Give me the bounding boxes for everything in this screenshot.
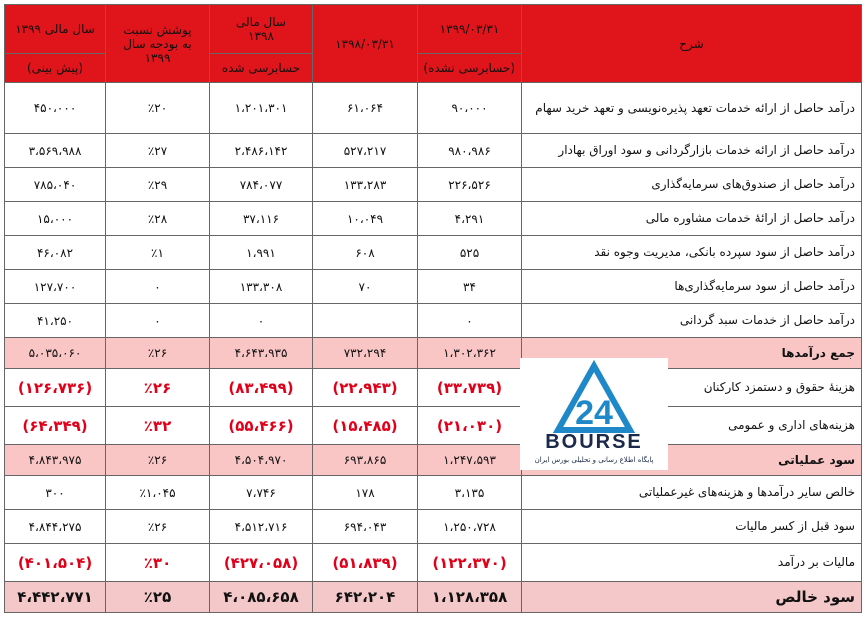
cell-q1399: (۲۱،۰۳۰)	[418, 407, 522, 445]
cell-fy1398: (۴۲۷،۰۵۸)	[210, 544, 313, 582]
cell-q1398: (۲۲،۹۴۳)	[313, 369, 418, 407]
cell-cover: ٪۲۶	[106, 338, 210, 369]
cell-budget: ۴،۸۴۳،۹۷۵	[5, 445, 106, 476]
header-budget-sub: (پیش بینی)	[5, 54, 106, 83]
row-label: سود خالص	[522, 582, 862, 613]
cell-fy1398: ۴،۵۰۴،۹۷۰	[210, 445, 313, 476]
expense-row	[5, 369, 862, 407]
cell-fy1398: ۷،۷۴۶	[210, 476, 313, 510]
cell-q1399: ۴،۲۹۱	[418, 202, 522, 236]
cell-q1399: ۹۰،۰۰۰	[418, 83, 522, 134]
cell-q1399: ۱،۲۵۰،۷۲۸	[418, 510, 522, 544]
cell-q1398: ۱۷۸	[313, 476, 418, 510]
row-label: هزینه‌های اداری و عمومی	[522, 407, 862, 445]
cell-budget: ۴۵۰،۰۰۰	[5, 83, 106, 134]
row-label: درآمد حاصل از ارائه خدمات بازارگردانی و سود اوراق بهادار	[522, 134, 862, 168]
logo-number: 24	[575, 394, 613, 432]
cell-q1398: (۵۱،۸۳۹)	[313, 544, 418, 582]
cell-cover: ٪۲۵	[106, 582, 210, 613]
revenue-row	[5, 236, 862, 270]
cell-budget: (۶۴،۳۴۹)	[5, 407, 106, 445]
cell-fy1398: (۵۵،۴۶۶)	[210, 407, 313, 445]
row-label: درآمد حاصل از صندوق‌های سرمایه‌گذاری	[522, 168, 862, 202]
total-revenue-row	[5, 338, 862, 369]
cell-q1399: ۳۴	[418, 270, 522, 304]
cell-fy1398: (۸۳،۴۹۹)	[210, 369, 313, 407]
tax-row	[5, 544, 862, 582]
cell-fy1398: ۴،۶۴۳،۹۳۵	[210, 338, 313, 369]
revenue-row	[5, 270, 862, 304]
cell-fy1398: ۱،۹۹۱	[210, 236, 313, 270]
cell-q1398: ۱۳۳،۲۸۳	[313, 168, 418, 202]
header-budget-1399: سال مالی ۱۳۹۹	[5, 5, 106, 54]
row-label: هزینهٔ حقوق و دستمزد کارکنان	[522, 369, 862, 407]
profit-row	[5, 510, 862, 544]
logo-brand: BOURSE	[545, 431, 643, 453]
income-statement-table	[4, 4, 862, 613]
cell-cover: ۰	[106, 270, 210, 304]
header-1398-quarter: ۱۳۹۸/۰۳/۳۱	[313, 5, 418, 83]
cell-budget: ۴،۸۴۴،۲۷۵	[5, 510, 106, 544]
bourse24-logo-graphic	[520, 358, 668, 470]
cell-budget: ۴،۴۴۲،۷۷۱	[5, 582, 106, 613]
logo-tagline: پایگاه اطلاع رسانی و تحلیلی بورس ایران	[534, 456, 654, 464]
cell-budget: (۱۲۶،۷۳۶)	[5, 369, 106, 407]
row-label: درآمد حاصل از سود سرمایه‌گذاری‌ها	[522, 270, 862, 304]
cell-fy1398: ۲،۴۸۶،۱۴۲	[210, 134, 313, 168]
cell-budget: ۵،۰۳۵،۰۶۰	[5, 338, 106, 369]
header-1398-fiscal	[210, 5, 313, 54]
cell-cover: ٪۲۶	[106, 369, 210, 407]
revenue-row	[5, 168, 862, 202]
cell-budget: (۴۰۱،۵۰۴)	[5, 544, 106, 582]
cell-cover: ٪۲۶	[106, 445, 210, 476]
cell-fy1398: ۱،۲۰۱،۳۰۱	[210, 83, 313, 134]
cell-q1399: ۹۸۰،۹۸۶	[418, 134, 522, 168]
row-label: مالیات بر درآمد	[522, 544, 862, 582]
cell-cover: ٪۳۲	[106, 407, 210, 445]
profit-row	[5, 476, 862, 510]
cell-q1399: (۱۲۲،۳۷۰)	[418, 544, 522, 582]
header-1399-quarter-sub: (حسابرسی نشده)	[418, 54, 522, 83]
row-label: درآمد حاصل از سود سپرده بانکی، مدیریت وجوه نقد	[522, 236, 862, 270]
cell-cover: ٪۲۷	[106, 134, 210, 168]
cell-q1398: ۷۰	[313, 270, 418, 304]
header-budget-coverage	[106, 5, 210, 83]
revenue-row	[5, 202, 862, 236]
cell-fy1398: ۴،۰۸۵،۶۵۸	[210, 582, 313, 613]
cell-cover: ٪۳۰	[106, 544, 210, 582]
cell-cover: ٪۲۶	[106, 510, 210, 544]
cell-fy1398: ۷۸۴،۰۷۷	[210, 168, 313, 202]
row-label: درآمد حاصل از خدمات سبد گردانی	[522, 304, 862, 338]
cell-q1398: ۱۰،۰۴۹	[313, 202, 418, 236]
cell-budget: ۱۵،۰۰۰	[5, 202, 106, 236]
revenue-row	[5, 304, 862, 338]
operating-profit-row	[5, 445, 862, 476]
header-coverage-line2: به بودجه سال	[123, 36, 192, 51]
cell-budget: ۳۰۰	[5, 476, 106, 510]
cell-q1399: ۵۲۵	[418, 236, 522, 270]
cell-q1398: ۶۰۸	[313, 236, 418, 270]
cell-q1398: ۶۴۲،۲۰۴	[313, 582, 418, 613]
row-label: سود قبل از کسر مالیات	[522, 510, 862, 544]
row-label: درآمد حاصل از ارائه خدمات تعهد پذیره‌نویسی و تعهد خرید سهام	[522, 83, 862, 134]
expense-row	[5, 407, 862, 445]
cell-q1399: ۲۲۶،۵۲۶	[418, 168, 522, 202]
cell-fy1398: ۰	[210, 304, 313, 338]
row-label: درآمد حاصل از ارائهٔ خدمات مشاوره مالی	[522, 202, 862, 236]
net-profit-row	[5, 582, 862, 613]
cell-q1399: ۱،۲۴۷،۵۹۳	[418, 445, 522, 476]
cell-q1398: ۵۲۷،۲۱۷	[313, 134, 418, 168]
cell-budget: ۱۲۷،۷۰۰	[5, 270, 106, 304]
cell-budget: ۴۶،۰۸۲	[5, 236, 106, 270]
header-1399-quarter: ۱۳۹۹/۰۳/۳۱	[418, 5, 522, 54]
cell-cover: ٪۱	[106, 236, 210, 270]
header-1398-fiscal-line2: ۱۳۹۸	[248, 29, 274, 43]
cell-q1398: ۷۳۲،۲۹۴	[313, 338, 418, 369]
header-1398-fiscal-sub: حسابرسی شده	[210, 54, 313, 83]
cell-budget: ۳،۵۶۹،۹۸۸	[5, 134, 106, 168]
header-1398-fiscal-line1: سال مالی	[236, 15, 286, 29]
revenue-row	[5, 134, 862, 168]
header-description: شرح	[522, 5, 862, 83]
cell-cover: ٪۲۸	[106, 202, 210, 236]
cell-fy1398: ۱۳۳،۳۰۸	[210, 270, 313, 304]
cell-q1398: ۶۹۳،۸۶۵	[313, 445, 418, 476]
row-label: سود عملیاتی	[522, 445, 862, 476]
cell-q1399: ۱،۳۰۲،۳۶۲	[418, 338, 522, 369]
row-label: خالص سایر درآمدها و هزینه‌های غیرعملیاتی	[522, 476, 862, 510]
cell-fy1398: ۴،۵۱۲،۷۱۶	[210, 510, 313, 544]
cell-budget: ۴۱،۲۵۰	[5, 304, 106, 338]
cell-q1398: (۱۵،۴۸۵)	[313, 407, 418, 445]
cell-q1398: ۶۱،۰۶۴	[313, 83, 418, 134]
cell-q1399: (۳۳،۷۳۹)	[418, 369, 522, 407]
cell-q1398: ۶۹۴،۰۴۳	[313, 510, 418, 544]
row-label: جمع درآمدها	[522, 338, 862, 369]
cell-cover: ٪۲۰	[106, 83, 210, 134]
header-row-top	[5, 5, 862, 54]
cell-q1399: ۱،۱۲۸،۳۵۸	[418, 582, 522, 613]
cell-fy1398: ۳۷،۱۱۶	[210, 202, 313, 236]
cell-cover: ۰	[106, 304, 210, 338]
header-coverage-line3: ۱۳۹۹	[144, 50, 171, 65]
cell-q1398	[313, 304, 418, 338]
revenue-row	[5, 83, 862, 134]
cell-cover: ٪۱،۰۴۵	[106, 476, 210, 510]
cell-q1399: ۳،۱۳۵	[418, 476, 522, 510]
cell-q1399: ۰	[418, 304, 522, 338]
bourse24-logo	[520, 358, 668, 470]
cell-budget: ۷۸۵،۰۴۰	[5, 168, 106, 202]
cell-cover: ٪۲۹	[106, 168, 210, 202]
header-coverage-line1: پوشش نسبت	[123, 22, 192, 37]
